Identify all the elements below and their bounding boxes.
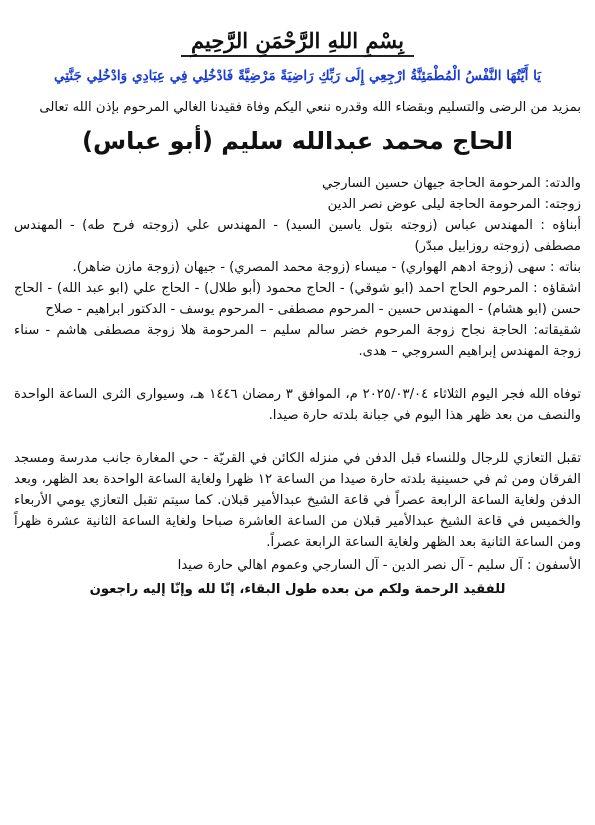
closing-line: للفقيد الرحمة ولكم من بعده طول البقاء، إنّا لله وإنّا إليه راجعون xyxy=(89,582,506,597)
section-spacer xyxy=(14,426,581,448)
section-spacer xyxy=(14,362,581,384)
mother-line: والدته: المرحومة الحاجة جيهان حسين السارجي xyxy=(321,176,581,191)
brothers-line: اشقاؤه : المرحوم الحاج احمد (ابو شوقي) - الحاج محمود (أبو طلال) - الحاج علي (ابو عبد الله) - الحاج حسن (ابو هشام) - المهندس حسين - المرحوم مصطفى - المرحوم يوسف - الدكتور ابراهيم - صلاح xyxy=(14,281,581,317)
relatives-section xyxy=(14,173,581,362)
daughters-line: بناته : سهى (زوجة ادهم الهواري) - ميساء (زوجة محمد المصري) - جيهان (زوجة مازن ضاهر). xyxy=(72,260,581,275)
bereaved-line: الأسفون : آل سليم - آل نصر الدين - آل السارجي وعموم اهالي حارة صيدا xyxy=(177,558,581,573)
sisters-line: شقيقاته: الحاجة نجاح زوجة المرحوم خضر سالم سليم – المرحومة هلا زوجة مصطفى هاشم - سناء زوجة المهندس إبراهيم السروجي – هدى. xyxy=(14,323,581,359)
quran-verse: يَا أَيَّتُهَا النَّفْسُ الْمُطْمَئِنَّةُ ارْجِعِي إِلَى رَبِّكِ رَاضِيَةً مَرْضِيَّةً فَادْخُلِي فِي عِبَادِي وَادْخُلِي جَنَّتِي xyxy=(53,68,542,84)
sons-line: أبناؤه : المهندس عباس (زوجته بتول ياسين السيد) - المهندس علي (زوجته فرح طه) - المهندس مصطفى (زوجته روزابيل مبدّر) xyxy=(14,218,581,254)
deceased-name: الحاج محمد عبدالله سليم (أبو عباس) xyxy=(82,127,513,155)
condolences-paragraph: تقبل التعازي للرجال وللنساء قبل الدفن في منزله الكائن في القريّة - حي المغارة جانب مدرسة ومسجد الفرقان ومن ثم في حسينية بلدته حارة صيدا من الساعة ١٢ ظهرا ولغاية الساعة الواحدة بعد الظهر، وبعد الدفن ولغاية الساعة الرابعة عصراً في قاعة الشيخ عبدالأمير قبلان. كما سيتم تقبل التعازي يومي الأربعاء والخميس في قاعة الشيخ عبدالأمير قبلان من الساعة العاشرة صباحا ولغاية الساعة الثانية عشرة ظهراً ومن الساعة الثانية بعد الظهر ولغاية الساعة الرابعة عصراً. xyxy=(14,451,581,550)
funeral-paragraph: توفاه الله فجر اليوم الثلاثاء ٢٠٢٥/٠٣/٠٤ م، الموافق ٣ رمضان ١٤٤٦ هـ، وسيوارى الثرى الساعة الواحدة والنصف من بعد ظهر هذا اليوم في جبانة بلدته حارة صيدا. xyxy=(14,387,581,423)
intro-paragraph: بمزيد من الرضى والتسليم وبقضاء الله وقدره ننعي اليكم وفاة فقيدنا الغالي المرحوم بإذن الله تعالى xyxy=(39,100,581,115)
basmala-heading xyxy=(14,28,581,53)
wife-line: زوجته: المرحومة الحاجة ليلى عوض نصر الدين xyxy=(327,197,581,212)
basmala-text: بِسْمِ اللهِ الرَّحْمَنِ الرَّحِيمِ xyxy=(181,28,414,57)
